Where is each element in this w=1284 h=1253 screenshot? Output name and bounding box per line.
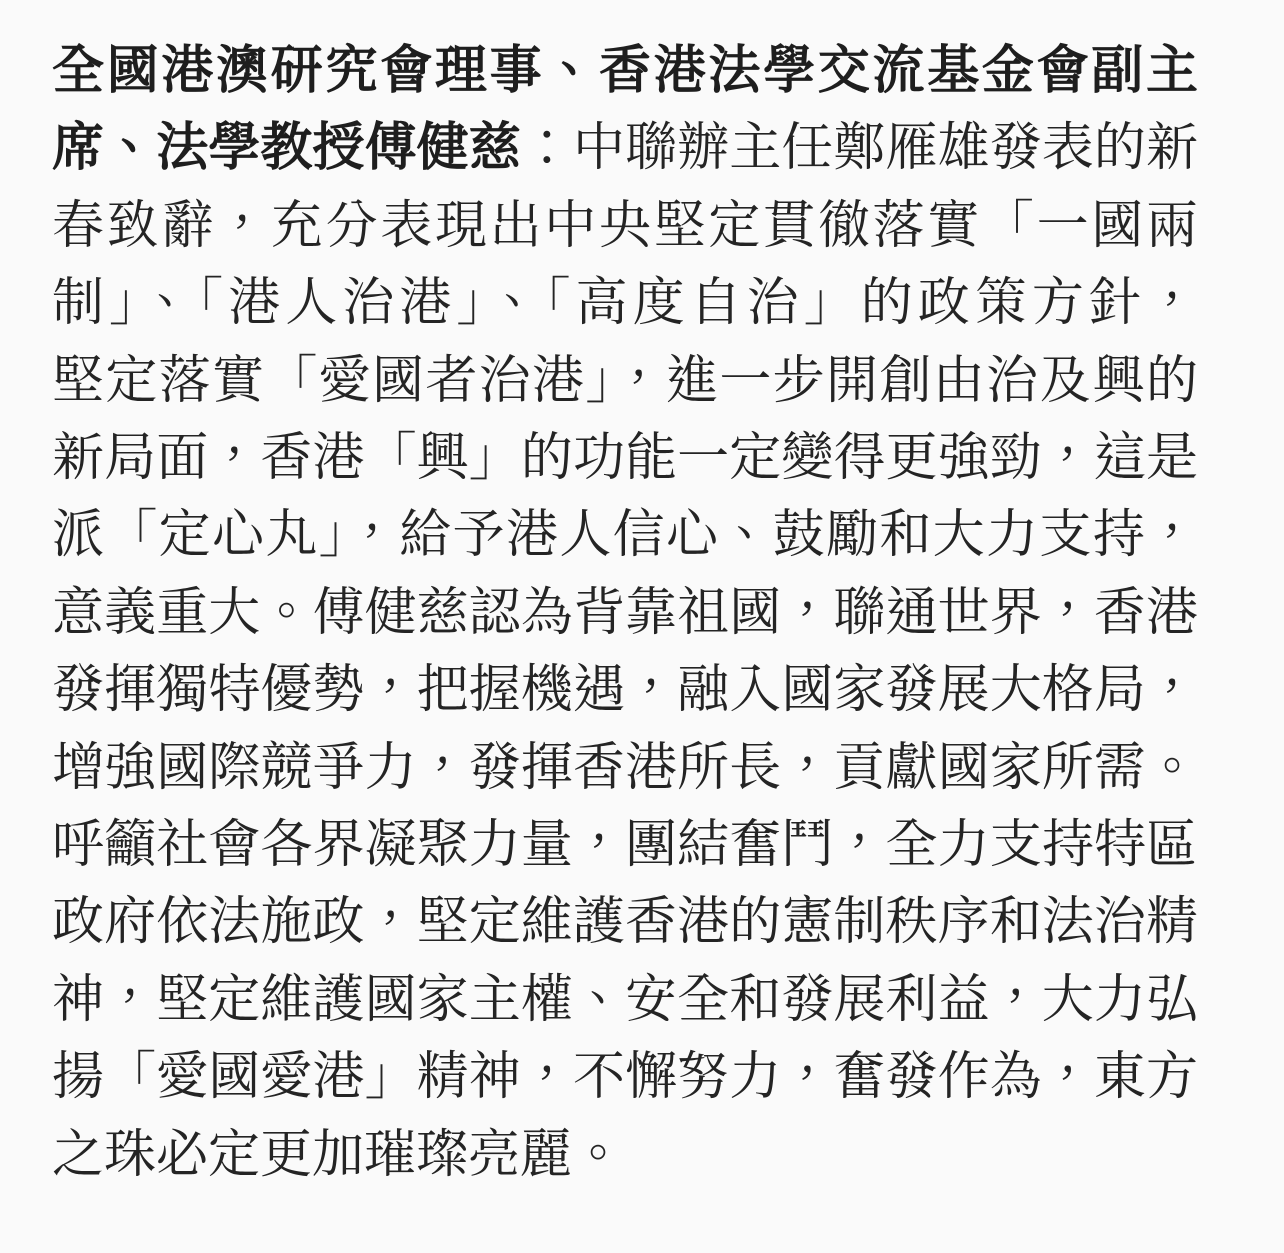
body-text: 揚「愛國愛港」精神，不懈努力，奮發作為，東方 xyxy=(52,1048,1198,1107)
body-text: 增強國際競爭力，發揮香港所長，貢獻國家所需。 xyxy=(52,738,1198,797)
text-line xyxy=(52,962,1198,1039)
article-paragraph xyxy=(52,33,1198,1194)
text-line xyxy=(52,1117,1198,1194)
text-line xyxy=(52,497,1198,574)
speaker-name-bold: 席、法學教授傅健慈 xyxy=(52,119,521,178)
text-line xyxy=(52,807,1198,884)
body-text: 神，堅定維護國家主權、安全和發展利益，大力弘 xyxy=(52,970,1198,1029)
body-text: 意義重大。傅健慈認為背靠祖國，聯通世界，香港 xyxy=(52,583,1198,642)
text-line xyxy=(52,188,1198,265)
text-line xyxy=(52,110,1198,187)
text-line xyxy=(52,652,1198,729)
body-text: 新局面，香港「興」的功能一定變得更強勁，這是 xyxy=(52,429,1198,488)
text-line xyxy=(52,884,1198,961)
body-text: 之珠必定更加璀璨亮麗。 xyxy=(52,1125,625,1184)
body-text: 政府依法施政，堅定維護香港的憲制秩序和法治精 xyxy=(52,893,1198,952)
text-line xyxy=(52,343,1198,420)
speaker-name-bold: 全國港澳研究會理事、香港法學交流基金會副主 xyxy=(52,42,1198,100)
text-line xyxy=(52,575,1198,652)
text-line xyxy=(52,1039,1198,1116)
text-line xyxy=(52,730,1198,807)
body-text: ：中聯辦主任鄭雁雄發表的新 xyxy=(520,119,1198,178)
text-line xyxy=(52,33,1198,110)
body-text: 制」、「港人治港」、「高度自治」的政策方針， xyxy=(52,274,1198,333)
body-text: 呼籲社會各界凝聚力量，團結奮鬥，全力支持特區 xyxy=(52,816,1198,875)
text-line xyxy=(52,265,1198,342)
body-text: 春致辭，充分表現出中央堅定貫徹落實「一國兩 xyxy=(52,196,1198,255)
text-line xyxy=(52,420,1198,497)
body-text: 堅定落實「愛國者治港」，進一步開創由治及興的 xyxy=(52,351,1198,410)
body-text: 派「定心丸」，給予港人信心、鼓勵和大力支持， xyxy=(52,506,1198,565)
body-text: 發揮獨特優勢，把握機遇，融入國家發展大格局， xyxy=(52,661,1198,720)
